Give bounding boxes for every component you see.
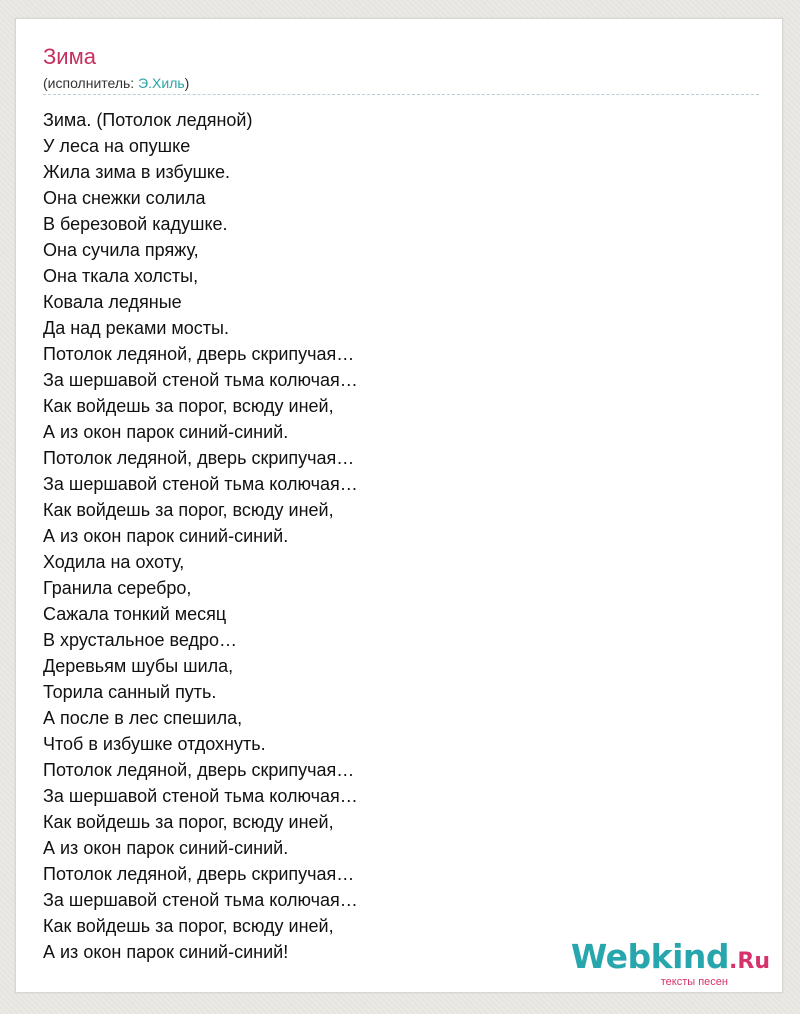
lyric-line: У леса на опушке: [43, 136, 191, 156]
lyric-line: Потолок ледяной, дверь скрипучая…: [43, 760, 355, 780]
lyric-line: Потолок ледяной, дверь скрипучая…: [43, 864, 355, 884]
performer-suffix: ): [184, 75, 190, 91]
lyric-line: Чтоб в избушке отдохнуть.: [43, 734, 266, 754]
logo-wordmark: [571, 939, 770, 980]
lyric-line: Потолок ледяной, дверь скрипучая…: [43, 448, 355, 468]
lyric-line: А из окон парок синий-синий.: [43, 838, 289, 858]
lyric-line: За шершавой стеной тьма колючая…: [43, 786, 358, 806]
lyric-line: Как войдешь за порог, всюду иней,: [43, 812, 334, 832]
webkind-logo[interactable]: [571, 939, 770, 988]
lyric-line: Как войдешь за порог, всюду иней,: [43, 916, 334, 936]
logo-tld: .Ru: [729, 949, 770, 974]
lyric-line: А из окон парок синий-синий!: [43, 942, 289, 962]
lyric-line: Как войдешь за порог, всюду иней,: [43, 396, 334, 416]
lyric-line: Зима. (Потолок ледяной): [43, 110, 253, 130]
lyric-line: Она снежки солила: [43, 188, 206, 208]
song-title: Зима: [43, 44, 96, 69]
lyric-line: Деревьям шубы шила,: [43, 656, 234, 676]
lyric-line: В хрустальное ведро…: [43, 630, 238, 650]
lyric-line: Ковала ледяные: [43, 292, 182, 312]
logo-tagline: тексты песен: [660, 976, 728, 988]
lyric-line: В березовой кадушке.: [43, 214, 228, 234]
lyric-line: Торила санный путь.: [43, 682, 217, 702]
lyric-line: За шершавой стеной тьма колючая…: [43, 370, 358, 390]
lyric-line: За шершавой стеной тьма колючая…: [43, 474, 358, 494]
performer-line: [43, 74, 189, 92]
lyric-line: Она сучила пряжу,: [43, 240, 199, 260]
lyric-line: А из окон парок синий-синий.: [43, 526, 289, 546]
lyric-line: Сажала тонкий месяц: [43, 604, 227, 624]
lyric-line: Ходила на охоту,: [43, 552, 185, 572]
performer-prefix: (исполнитель:: [43, 75, 139, 91]
lyric-line: Жила зима в избушке.: [43, 162, 230, 182]
lyrics-card: [15, 18, 783, 993]
lyric-line: Гранила серебро,: [43, 578, 192, 598]
lyric-line: За шершавой стеной тьма колючая…: [43, 890, 358, 910]
lyrics-text: [43, 107, 358, 965]
lyric-line: Как войдешь за порог, всюду иней,: [43, 500, 334, 520]
lyric-line: Да над реками мосты.: [43, 318, 229, 338]
lyric-line: Потолок ледяной, дверь скрипучая…: [43, 344, 355, 364]
performer-link[interactable]: Э.Хиль: [138, 75, 185, 91]
lyric-line: А после в лес спешила,: [43, 708, 243, 728]
lyric-line: Она ткала холсты,: [43, 266, 199, 286]
lyric-line: А из окон парок синий-синий.: [43, 422, 289, 442]
dashed-divider: [43, 94, 759, 95]
logo-main-text: Webkind: [570, 937, 730, 976]
